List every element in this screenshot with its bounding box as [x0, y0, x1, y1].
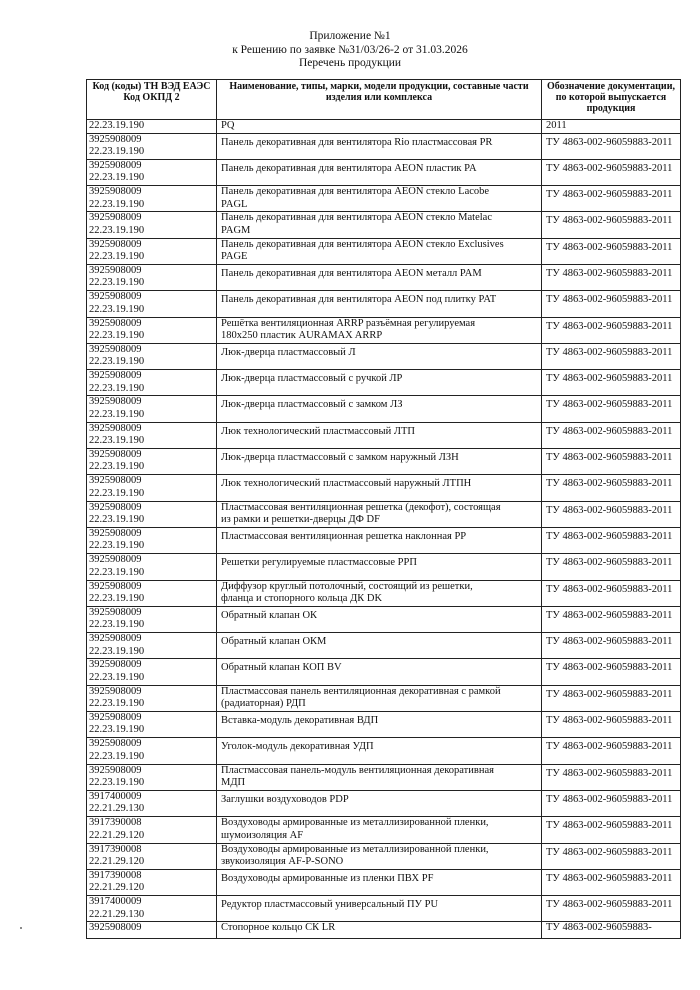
table-header-row — [87, 80, 681, 120]
documentation-cell — [542, 580, 681, 606]
product-code: 22.23.19.190 — [89, 750, 145, 762]
product-name: Обратный клапан ОКМ — [221, 636, 327, 648]
product-code: 3925908009 — [89, 343, 142, 355]
product-codes-cell — [87, 475, 217, 501]
documentation-cell — [542, 659, 681, 685]
documentation-cell — [542, 422, 681, 448]
table-body — [87, 120, 681, 939]
product-name: звукоизоляция AF-P-SONO — [221, 855, 344, 867]
documentation-ref: ТУ 4863-002-96059883-2011 — [546, 899, 673, 911]
table-row — [87, 764, 681, 790]
table-row — [87, 606, 681, 632]
product-code: 22.23.19.190 — [89, 487, 145, 499]
product-code: 22.23.19.190 — [89, 645, 145, 657]
product-name: Воздуховоды армированные из пленки ПВХ PF — [221, 872, 434, 884]
documentation-cell — [542, 238, 681, 264]
product-name: Воздуховоды армированные из металлизированной пленки, — [221, 817, 489, 829]
table-row — [87, 817, 681, 843]
documentation-cell — [542, 291, 681, 317]
product-code: 3925908009 — [89, 527, 142, 539]
table-row — [87, 317, 681, 343]
product-name-cell — [217, 133, 542, 159]
product-codes-cell — [87, 133, 217, 159]
table-row — [87, 343, 681, 369]
product-name: Редуктор пластмассовый универсальный ПУ PU — [221, 899, 439, 911]
list-title: Перечень продукции — [298, 57, 402, 69]
table-row — [87, 422, 681, 448]
product-code: 3917390008 — [89, 843, 142, 855]
table-row — [87, 186, 681, 212]
documentation-ref: ТУ 4863-002-96059883-2011 — [546, 478, 673, 490]
product-name: Панель декоративная для вентилятора Rio пластмассовая PR — [221, 136, 493, 148]
product-name: Пластмассовая вентиляционная решетка наклонная РР — [221, 530, 467, 542]
product-name-cell — [217, 343, 542, 369]
product-code: 3925908009 — [89, 580, 142, 592]
documentation-cell — [542, 764, 681, 790]
product-code: 3925908009 — [89, 212, 142, 224]
documentation-cell — [542, 212, 681, 238]
product-code: 22.21.29.130 — [89, 908, 145, 920]
product-code: 3925908009 — [89, 238, 142, 250]
documentation-ref: ТУ 4863-002-96059883-2011 — [546, 399, 673, 411]
documentation-ref: ТУ 4863-002-96059883-2011 — [546, 530, 673, 542]
table-row — [87, 475, 681, 501]
product-name: Воздуховоды армированные из металлизированной пленки, — [221, 843, 489, 855]
documentation-cell — [542, 159, 681, 185]
product-codes-cell — [87, 922, 217, 939]
product-name: Панель декоративная для вентилятора AEON пластик PA — [221, 162, 477, 174]
product-name-cell — [217, 633, 542, 659]
documentation-cell — [542, 133, 681, 159]
product-code: 22.23.19.190 — [89, 566, 145, 578]
table-row — [87, 449, 681, 475]
product-code: 22.21.29.120 — [89, 855, 145, 867]
product-code: 22.23.19.190 — [89, 777, 145, 789]
documentation-cell — [542, 186, 681, 212]
product-name-cell — [217, 396, 542, 422]
product-name-cell — [217, 817, 542, 843]
documentation-ref: ТУ 4863-002-96059883-2011 — [546, 267, 673, 279]
product-code: 3917390008 — [89, 869, 142, 881]
table-row — [87, 133, 681, 159]
product-name: Обратный клапан КОП BV — [221, 662, 342, 674]
product-codes-cell — [87, 343, 217, 369]
product-name: Уголок-модуль декоративная УДП — [221, 741, 374, 753]
product-code: 22.23.19.190 — [89, 698, 145, 710]
product-name: Панель декоративная для вентилятора AEON металл PAM — [221, 267, 482, 279]
header-line: продукция — [586, 103, 636, 115]
product-codes-cell — [87, 843, 217, 869]
documentation-cell — [542, 370, 681, 396]
documentation-cell — [542, 606, 681, 632]
documentation-cell — [542, 633, 681, 659]
product-code: 22.21.29.120 — [89, 882, 145, 894]
documentation-ref: ТУ 4863-002-96059883-2011 — [546, 136, 673, 148]
product-code: 22.23.19.190 — [89, 514, 145, 526]
documentation-ref: ТУ 4863-002-96059883- — [546, 922, 652, 934]
product-name: Люк технологический пластмассовый ЛТП — [221, 425, 415, 437]
header-codes — [87, 80, 217, 120]
table-row — [87, 659, 681, 685]
product-codes-cell — [87, 896, 217, 922]
product-name-cell — [217, 554, 542, 580]
table-row — [87, 264, 681, 290]
product-name-cell — [217, 370, 542, 396]
product-codes-cell — [87, 817, 217, 843]
product-code: 22.23.19.190 — [89, 198, 145, 210]
product-code: 22.23.19.190 — [89, 461, 145, 473]
product-codes-cell — [87, 659, 217, 685]
header-name — [217, 80, 542, 120]
product-code: 3917390008 — [89, 817, 142, 829]
product-code: 22.23.19.190 — [89, 671, 145, 683]
product-code: 3925908009 — [89, 291, 142, 303]
product-name: Заглушки воздуховодов PDP — [221, 793, 349, 805]
product-name-cell — [217, 790, 542, 816]
appendix-title: Приложение №1 — [309, 30, 391, 42]
product-code: 22.23.19.190 — [89, 303, 145, 315]
table-row — [87, 922, 681, 939]
product-code: 22.23.19.190 — [89, 329, 145, 341]
documentation-ref: ТУ 4863-002-96059883-2011 — [546, 741, 673, 753]
product-codes-cell — [87, 869, 217, 895]
table-row — [87, 370, 681, 396]
documentation-cell — [542, 712, 681, 738]
product-name: Стопорное кольцо СК LR — [221, 922, 336, 934]
product-code: 22.23.19.190 — [89, 724, 145, 736]
product-code: 22.23.19.190 — [89, 382, 145, 394]
product-codes-cell — [87, 186, 217, 212]
product-name: PAGE — [221, 251, 248, 263]
documentation-ref: ТУ 4863-002-96059883-2011 — [546, 846, 673, 858]
product-name: (радиаторная) РДП — [221, 698, 306, 710]
product-codes-cell — [87, 685, 217, 711]
product-codes-cell — [87, 370, 217, 396]
product-name-cell — [217, 685, 542, 711]
product-code: 22.23.19.190 — [89, 277, 145, 289]
product-code: 22.23.19.190 — [89, 592, 145, 604]
documentation-cell — [542, 475, 681, 501]
product-name-cell — [217, 186, 542, 212]
documentation-ref: ТУ 4863-002-96059883-2011 — [546, 162, 673, 174]
product-name-cell — [217, 317, 542, 343]
product-code: 22.21.29.120 — [89, 829, 145, 841]
product-name: Диффузор круглый потолочный, состоящий из решетки, — [221, 580, 473, 592]
product-name: Пластмассовая вентиляционная решетка (декофот), состоящая — [221, 501, 501, 513]
decision-reference: к Решению по заявке №31/03/26-2 от 31.03.2026 — [232, 43, 468, 56]
product-name-cell — [217, 738, 542, 764]
product-code: 22.23.19.190 — [89, 356, 145, 368]
documentation-cell — [542, 790, 681, 816]
product-name: МДП — [221, 777, 246, 789]
products-table — [86, 79, 681, 939]
product-codes-cell — [87, 264, 217, 290]
product-codes-cell — [87, 238, 217, 264]
product-codes-cell — [87, 422, 217, 448]
product-codes-cell — [87, 317, 217, 343]
product-code: 3925908009 — [89, 659, 142, 671]
header-line: ЕАЭС — [182, 81, 211, 92]
product-name: фланца и стопорного кольца ДК DK — [221, 592, 383, 604]
documentation-ref: ТУ 4863-002-96059883-2011 — [546, 346, 673, 358]
product-code: 3925908009 — [89, 317, 142, 329]
product-name-cell — [217, 449, 542, 475]
documentation-ref: ТУ 4863-002-96059883-2011 — [546, 767, 673, 779]
margin-mark — [20, 927, 22, 929]
product-name-cell — [217, 159, 542, 185]
documentation-ref: ТУ 4863-002-96059883-2011 — [546, 294, 673, 306]
product-code: 3925908009 — [89, 501, 142, 513]
product-name-cell — [217, 291, 542, 317]
product-code: 3925908009 — [89, 764, 142, 776]
product-name: 180x250 пластик AURAMAX ARRP — [221, 329, 383, 341]
table-row — [87, 790, 681, 816]
documentation-cell — [542, 317, 681, 343]
product-code: 22.23.19.190 — [89, 619, 145, 631]
documentation-cell — [542, 843, 681, 869]
documentation-ref: ТУ 4863-002-96059883-2011 — [546, 425, 673, 437]
product-name: Вставка-модуль декоративная ВДП — [221, 715, 379, 727]
product-name: Люк-дверца пластмассовый с замком наружный ЛЗН — [221, 452, 459, 464]
product-code: 22.23.19.190 — [89, 172, 145, 184]
product-code: 3925908009 — [89, 712, 142, 724]
product-name-cell — [217, 869, 542, 895]
table-row — [87, 554, 681, 580]
product-codes-cell — [87, 580, 217, 606]
product-name-cell — [217, 264, 542, 290]
product-name-cell — [217, 238, 542, 264]
table-row — [87, 120, 681, 134]
product-name: Панель декоративная для вентилятора AEON под плитку PAT — [221, 294, 497, 306]
product-name: Пластмассовая панель-модуль вентиляционная декоративная — [221, 764, 494, 776]
documentation-cell — [542, 527, 681, 553]
product-name-cell — [217, 120, 542, 134]
product-codes-cell — [87, 554, 217, 580]
table-row — [87, 712, 681, 738]
header-line: Код ОКПД 2 — [123, 92, 180, 104]
product-code: 3925908009 — [89, 133, 142, 145]
product-codes-cell — [87, 396, 217, 422]
table-row — [87, 527, 681, 553]
header-line: части изделия или комплекса — [325, 81, 529, 104]
product-name-cell — [217, 475, 542, 501]
product-code: 3917400009 — [89, 896, 142, 908]
document-header — [0, 30, 700, 71]
product-name: Пластмассовая панель вентиляционная декоративная с рамкой — [221, 685, 501, 697]
product-codes-cell — [87, 764, 217, 790]
documentation-cell — [542, 685, 681, 711]
documentation-cell — [542, 922, 681, 939]
header-line: Наименование, типы, марки, модели продукции, составные — [229, 81, 501, 92]
documentation-cell — [542, 554, 681, 580]
documentation-ref: ТУ 4863-002-96059883-2011 — [546, 688, 673, 700]
documentation-ref: ТУ 4863-002-96059883-2011 — [546, 320, 673, 332]
table-row — [87, 843, 681, 869]
table-row — [87, 291, 681, 317]
product-name-cell — [217, 843, 542, 869]
product-name: Люк-дверца пластмассовый Л — [221, 346, 356, 358]
documentation-ref: ТУ 4863-002-96059883-2011 — [546, 583, 673, 595]
documentation-cell — [542, 817, 681, 843]
product-codes-cell — [87, 738, 217, 764]
product-name-cell — [217, 606, 542, 632]
documentation-ref: ТУ 4863-002-96059883-2011 — [546, 215, 673, 227]
product-name: Панель декоративная для вентилятора AEON стекло Exclusives — [221, 238, 504, 250]
product-code: 3925908009 — [89, 738, 142, 750]
documentation-ref: ТУ 4863-002-96059883-2011 — [546, 662, 673, 674]
product-name-cell — [217, 580, 542, 606]
product-code: 22.23.19.190 — [89, 145, 145, 157]
product-name: Решетки регулируемые пластмассовые РРП — [221, 557, 417, 569]
product-code: 22.23.19.190 — [89, 540, 145, 552]
product-code: 22.23.19.190 — [89, 408, 145, 420]
table-row — [87, 396, 681, 422]
documentation-ref: ТУ 4863-002-96059883-2011 — [546, 504, 673, 516]
table-row — [87, 896, 681, 922]
table-row — [87, 738, 681, 764]
product-code: 3925908009 — [89, 159, 142, 171]
table-row — [87, 633, 681, 659]
documentation-cell — [542, 120, 681, 134]
header-line: Обозначение документации, — [547, 81, 675, 92]
product-code: 3925908009 — [89, 606, 142, 618]
product-code: 3925908009 — [89, 370, 142, 382]
documentation-ref: ТУ 4863-002-96059883-2011 — [546, 609, 673, 621]
product-name-cell — [217, 712, 542, 738]
product-name: Люк технологический пластмассовый наружный ЛТПН — [221, 478, 472, 490]
product-code: 3925908009 — [89, 186, 142, 198]
documentation-ref: ТУ 4863-002-96059883-2011 — [546, 373, 673, 385]
table-row — [87, 501, 681, 527]
table-row — [87, 869, 681, 895]
documentation-cell — [542, 869, 681, 895]
product-codes-cell — [87, 501, 217, 527]
documentation-ref: ТУ 4863-002-96059883-2011 — [546, 189, 673, 201]
header-line: Код (коды) ТН ВЭД — [92, 81, 181, 92]
documentation-ref: 2011 — [546, 120, 567, 131]
product-name: из рамки и решетки-дверцы ДФ DF — [221, 514, 380, 526]
product-name-cell — [217, 501, 542, 527]
product-name: PQ — [221, 120, 235, 131]
header-documentation — [542, 80, 681, 120]
product-name: Люк-дверца пластмассовый с ручкой ЛР — [221, 373, 403, 385]
documentation-cell — [542, 343, 681, 369]
product-codes-cell — [87, 291, 217, 317]
product-code: 3925908009 — [89, 475, 142, 487]
table-row — [87, 159, 681, 185]
product-code: 22.23.19.190 — [89, 251, 145, 263]
product-code: 22.23.19.190 — [89, 120, 145, 131]
product-codes-cell — [87, 159, 217, 185]
product-name: Панель декоративная для вентилятора AEON стекло Lacobe — [221, 186, 490, 198]
product-code: 3925908009 — [89, 396, 142, 408]
documentation-cell — [542, 396, 681, 422]
product-name: Панель декоративная для вентилятора AEON стекло Matelac — [221, 212, 492, 224]
documentation-cell — [542, 264, 681, 290]
documentation-cell — [542, 896, 681, 922]
documentation-ref: ТУ 4863-002-96059883-2011 — [546, 452, 673, 464]
documentation-ref: ТУ 4863-002-96059883-2011 — [546, 241, 673, 253]
documentation-ref: ТУ 4863-002-96059883-2011 — [546, 793, 673, 805]
documentation-ref: ТУ 4863-002-96059883-2011 — [546, 820, 673, 832]
product-name: PAGM — [221, 224, 251, 236]
table-row — [87, 685, 681, 711]
table-row — [87, 580, 681, 606]
table-row — [87, 212, 681, 238]
table-row — [87, 238, 681, 264]
product-name-cell — [217, 896, 542, 922]
product-code: 22.23.19.190 — [89, 224, 145, 236]
product-codes-cell — [87, 212, 217, 238]
product-code: 3917400009 — [89, 790, 142, 802]
product-name-cell — [217, 212, 542, 238]
documentation-cell — [542, 738, 681, 764]
product-codes-cell — [87, 790, 217, 816]
documentation-cell — [542, 501, 681, 527]
product-codes-cell — [87, 633, 217, 659]
product-name-cell — [217, 764, 542, 790]
documentation-ref: ТУ 4863-002-96059883-2011 — [546, 636, 673, 648]
product-name-cell — [217, 922, 542, 939]
product-code: 3925908009 — [89, 264, 142, 276]
product-code: 3925908009 — [89, 449, 142, 461]
product-name: Люк-дверца пластмассовый с замком ЛЗ — [221, 399, 403, 411]
product-codes-cell — [87, 449, 217, 475]
product-code: 22.21.29.130 — [89, 803, 145, 815]
documentation-cell — [542, 449, 681, 475]
product-codes-cell — [87, 606, 217, 632]
product-name: Решётка вентиляционная ARRP разъёмная регулируемая — [221, 317, 476, 329]
product-name: шумоизоляция AF — [221, 829, 304, 841]
product-name-cell — [217, 659, 542, 685]
product-name: PAGL — [221, 198, 248, 210]
product-codes-cell — [87, 120, 217, 134]
product-name-cell — [217, 527, 542, 553]
documentation-ref: ТУ 4863-002-96059883-2011 — [546, 715, 673, 727]
documentation-ref: ТУ 4863-002-96059883-2011 — [546, 872, 673, 884]
product-name: Обратный клапан ОК — [221, 609, 318, 621]
product-code: 3925908009 — [89, 685, 142, 697]
header-line: по которой выпускается — [555, 92, 667, 104]
product-code: 3925908009 — [89, 422, 142, 434]
product-code: 3925908009 — [89, 554, 142, 566]
product-codes-cell — [87, 712, 217, 738]
product-code: 3925908009 — [89, 922, 142, 934]
product-name-cell — [217, 422, 542, 448]
product-code: 3925908009 — [89, 633, 142, 645]
product-code: 22.23.19.190 — [89, 435, 145, 447]
product-codes-cell — [87, 527, 217, 553]
documentation-ref: ТУ 4863-002-96059883-2011 — [546, 557, 673, 569]
